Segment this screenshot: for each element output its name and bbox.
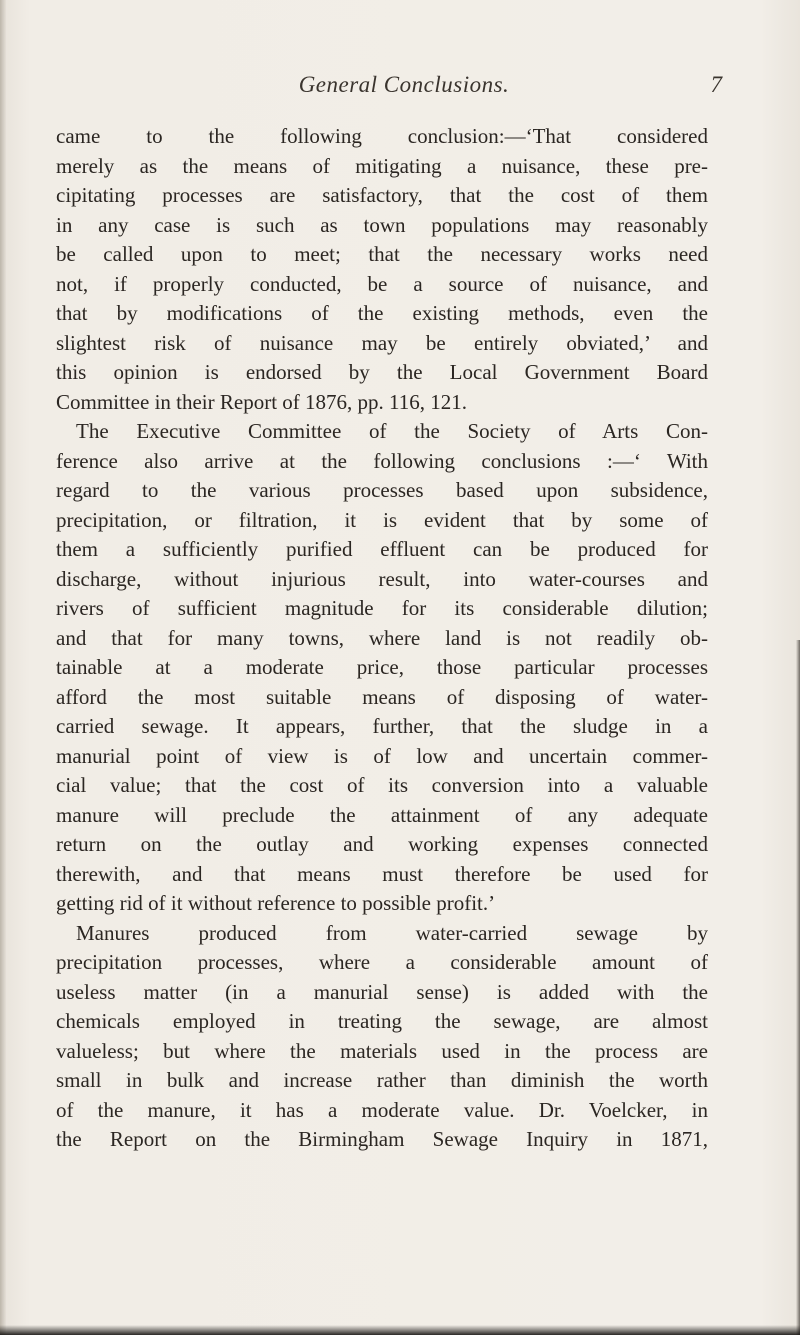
page-gutter-edge: [0, 0, 6, 1335]
text-line: them a sufficiently purified effluent can be produced for: [56, 537, 708, 561]
page-right-edge: [796, 640, 800, 1335]
text-line: small in bulk and increase rather than diminish the worth: [56, 1068, 708, 1092]
text-line: getting rid of it without reference to possible profit.’: [56, 891, 496, 915]
text-line: valueless; but where the materials used in the process are: [56, 1038, 708, 1063]
text-line: merely as the means of mitigating a nuisance, these pre-: [56, 153, 708, 178]
paragraph-start-line: The Executive Committee of the Society of Arts Con-: [76, 419, 708, 443]
text-line: the Report on the Birmingham Sewage Inquiry in 1871,: [56, 1127, 708, 1151]
text-line: and that for many towns, where land is not readily ob-: [56, 625, 708, 650]
text-line: cipitating processes are satisfactory, that the cost of them: [56, 183, 708, 207]
text-line: cial value; that the cost of its conversion into a valuable: [56, 773, 708, 797]
text-line: rivers of sufficient magnitude for its considerable dilution;: [56, 596, 708, 620]
paragraph-start-line: Manures produced from water-carried sewage by: [76, 920, 708, 945]
page-bottom-shadow: [0, 1325, 800, 1335]
text-line: Committee in their Report of 1876, pp. 116, 121.: [56, 389, 468, 414]
text-line: came to the following conclusion:—‘That considered: [56, 124, 708, 148]
text-line: chemicals employed in treating the sewage, are almost: [56, 1009, 708, 1033]
text-line: therewith, and that means must therefore be used for: [56, 861, 708, 886]
text-line: useless matter (in a manurial sense) is added with the: [56, 979, 708, 1004]
text-line: carried sewage. It appears, further, that the sludge in a: [56, 714, 708, 738]
text-line: that by modifications of the existing methods, even the: [56, 301, 708, 325]
text-line: precipitation, or filtration, it is evident that by some of: [56, 507, 708, 532]
running-head: General Conclusions.: [298, 72, 510, 97]
text-line: return on the outlay and working expenses connected: [56, 832, 708, 856]
text-line: ference also arrive at the following conclusions :—‘ With: [56, 448, 708, 473]
page-number: 7: [710, 72, 722, 97]
text-line: precipitation processes, where a considerable amount of: [56, 950, 708, 974]
text-line: afford the most suitable means of disposing of water-: [56, 684, 708, 709]
text-line: manurial point of view is of low and uncertain commer-: [56, 743, 708, 768]
page-header: [56, 72, 752, 108]
text-line: manure will preclude the attainment of any adequate: [56, 802, 708, 827]
text-line: this opinion is endorsed by the Local Government Board: [56, 360, 708, 384]
text-line: of the manure, it has a moderate value. Dr. Voelcker, in: [56, 1097, 708, 1122]
text-line: regard to the various processes based upon subsidence,: [56, 478, 708, 502]
text-line: in any case is such as town populations may reasonably: [56, 212, 708, 237]
text-line: not, if properly conducted, be a source of nuisance, and: [56, 271, 708, 296]
text-line: be called upon to meet; that the necessary works need: [56, 242, 708, 266]
text-line: tainable at a moderate price, those particular processes: [56, 655, 708, 679]
body-text: [56, 122, 708, 1155]
text-line: slightest risk of nuisance may be entirely obviated,’ and: [56, 330, 708, 355]
text-line: discharge, without injurious result, into water-courses and: [56, 566, 708, 591]
